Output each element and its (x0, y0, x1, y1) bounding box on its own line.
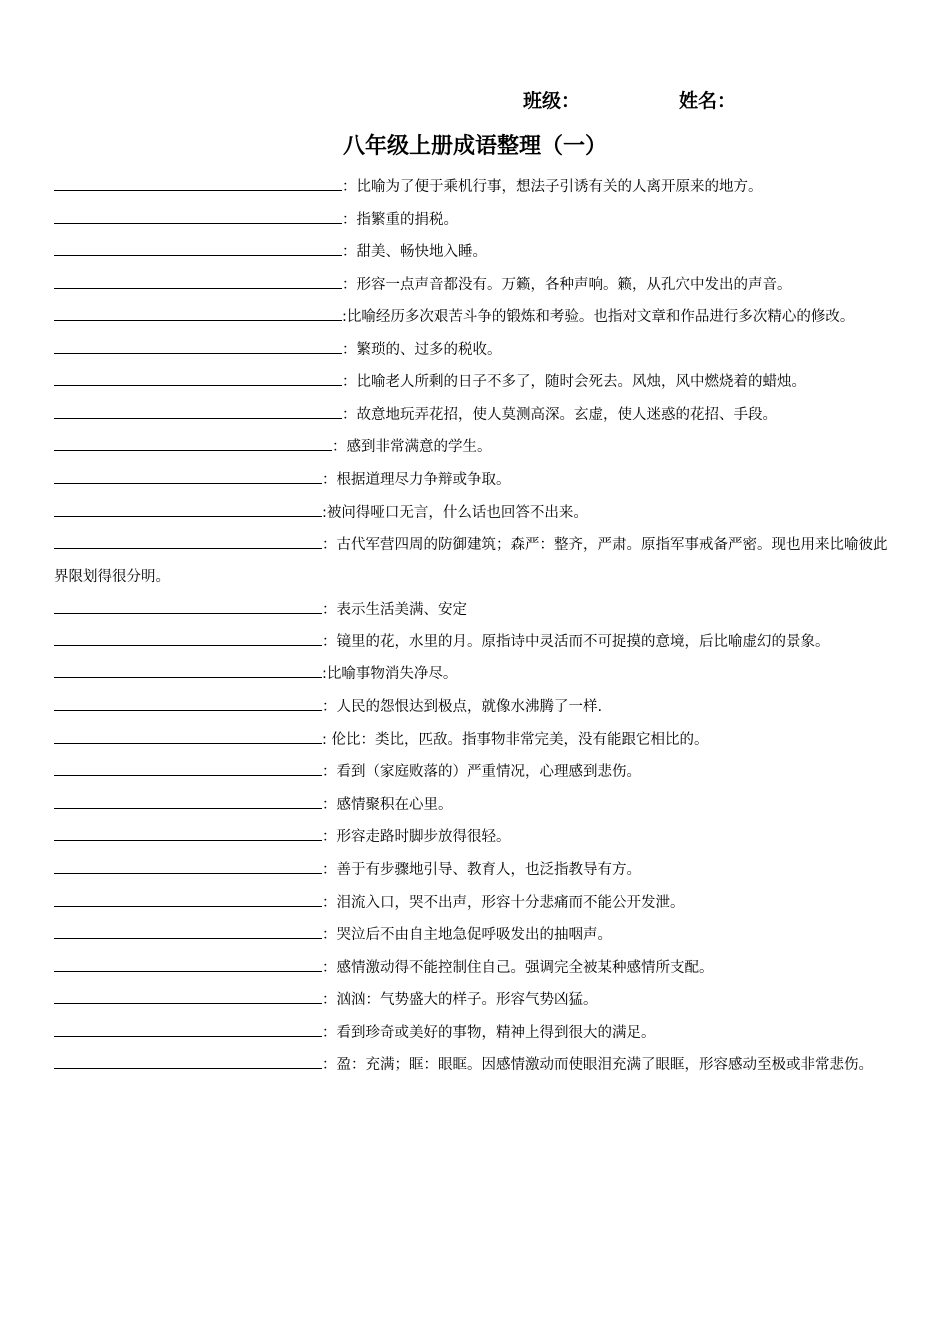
answer-blank[interactable] (54, 275, 342, 289)
definition: ：故意地玩弄花招，使人莫测高深。玄虚，使人迷惑的花招、手段。 (342, 406, 777, 423)
definition: ：形容走路时脚步放得很轻。 (322, 829, 511, 846)
list-item (54, 724, 894, 757)
answer-blank[interactable] (54, 470, 322, 484)
answer-blank[interactable] (54, 307, 342, 321)
definition: :比喻事物消失净尽。 (322, 666, 458, 683)
definition: ：指繁重的捐税。 (342, 211, 458, 228)
answer-blank[interactable] (54, 664, 322, 678)
definition: ：哭泣后不由自主地急促呼吸发出的抽咽声。 (322, 927, 612, 944)
list-item (54, 821, 894, 854)
list-item (54, 887, 894, 920)
definition: ：表示生活美满、安定 (322, 601, 467, 618)
list-item (54, 626, 894, 658)
definition: :比喻经历多次艰苦斗争的锻炼和考验。也指对文章和作品进行多次精心的修改。 (342, 309, 855, 326)
definition: ：甜美、畅快地入睡。 (342, 244, 487, 261)
list-item (54, 594, 894, 627)
definition: ：感情激动得不能控制住自己。强调完全被某种感情所支配。 (322, 959, 714, 976)
definition: ：汹汹：气势盛大的样子。形容气势凶猛。 (322, 992, 598, 1009)
definition: ：古代军营四周的防御建筑；森严：整齐，严肃。原指军事戒备严密。现也用来比喻彼此界限划得很分明。 (54, 537, 888, 586)
definition: ：盈：充满；眶：眼眶。因感情激动而使眼泪充满了眼眶，形容感动至极或非常悲伤。 (322, 1057, 873, 1074)
list-item (54, 1017, 894, 1050)
list-item (54, 1049, 894, 1081)
definition: ：根据道理尽力争辩或争取。 (322, 471, 511, 488)
list-item (54, 658, 894, 691)
list-item (54, 984, 894, 1017)
answer-blank[interactable] (54, 860, 322, 874)
list-item (54, 334, 894, 367)
definition: ：镜里的花，水里的月。原指诗中灵活而不可捉摸的意境，后比喻虚幻的景象。 (322, 634, 830, 651)
list-item (54, 301, 894, 333)
list-item (54, 366, 894, 399)
definition: ：人民的怨恨达到极点，就像水沸腾了一样. (322, 698, 603, 715)
definition: ：泪流入口，哭不出声，形容十分悲痛而不能公开发泄。 (322, 894, 685, 911)
list-item (54, 529, 894, 593)
list-item (54, 204, 894, 237)
list-item (54, 464, 894, 497)
definition: ：感情聚积在心里。 (322, 796, 453, 813)
list-item (54, 269, 894, 302)
definition: ：看到（家庭败落的）严重情况，心理感到悲伤。 (322, 764, 641, 781)
list-item (54, 236, 894, 269)
answer-blank[interactable] (54, 632, 322, 646)
answer-blank[interactable] (54, 372, 342, 386)
list-item (54, 854, 894, 887)
list-item (54, 431, 894, 464)
answer-blank[interactable] (54, 827, 322, 841)
answer-blank[interactable] (54, 730, 322, 744)
answer-blank[interactable] (54, 925, 322, 939)
answer-blank[interactable] (54, 893, 322, 907)
list-item (54, 171, 894, 204)
answer-blank[interactable] (54, 990, 322, 1004)
definition: : 伦比：类比，匹敌。指事物非常完美，没有能跟它相比的。 (322, 731, 709, 748)
definition: ：感到非常满意的学生。 (332, 439, 492, 456)
answer-blank[interactable] (54, 503, 322, 517)
list-item (54, 756, 894, 789)
answer-blank[interactable] (54, 210, 342, 224)
list-item (54, 399, 894, 432)
answer-blank[interactable] (54, 437, 332, 451)
answer-blank[interactable] (54, 795, 322, 809)
list-item (54, 919, 894, 952)
definition: ：比喻为了便于乘机行事，想法子引诱有关的人离开原来的地方。 (342, 179, 763, 195)
list-item (54, 691, 894, 724)
definition: ：繁琐的、过多的税收。 (342, 341, 502, 358)
answer-blank[interactable] (54, 600, 322, 614)
answer-blank[interactable] (54, 762, 322, 776)
answer-blank[interactable] (54, 242, 342, 256)
name-label: 姓名： (679, 90, 737, 112)
answer-blank[interactable] (54, 405, 342, 419)
definition: :被问得哑口无言，什么话也回答不出来。 (322, 504, 588, 521)
answer-blank[interactable] (54, 535, 322, 549)
idiom-list (54, 171, 894, 1082)
list-item (54, 952, 894, 985)
answer-blank[interactable] (54, 340, 342, 354)
definition: ：善于有步骤地引导、教育人，也泛指教导有方。 (322, 861, 641, 878)
definition: ：形容一点声音都没有。万籁，各种声响。籁，从孔穴中发出的声音。 (342, 276, 792, 293)
class-label: 班级： (523, 90, 581, 112)
answer-blank[interactable] (54, 1055, 322, 1069)
page-title: 八年级上册成语整理（一） (342, 134, 607, 159)
answer-blank[interactable] (54, 177, 342, 191)
definition: ：比喻老人所剩的日子不多了，随时会死去。风烛，风中燃烧着的蜡烛。 (342, 374, 806, 391)
list-item (54, 497, 894, 530)
answer-blank[interactable] (54, 1023, 322, 1037)
answer-blank[interactable] (54, 958, 322, 972)
definition: ：看到珍奇或美好的事物，精神上得到很大的满足。 (322, 1024, 656, 1041)
list-item (54, 789, 894, 822)
header (0, 86, 950, 116)
answer-blank[interactable] (54, 697, 322, 711)
